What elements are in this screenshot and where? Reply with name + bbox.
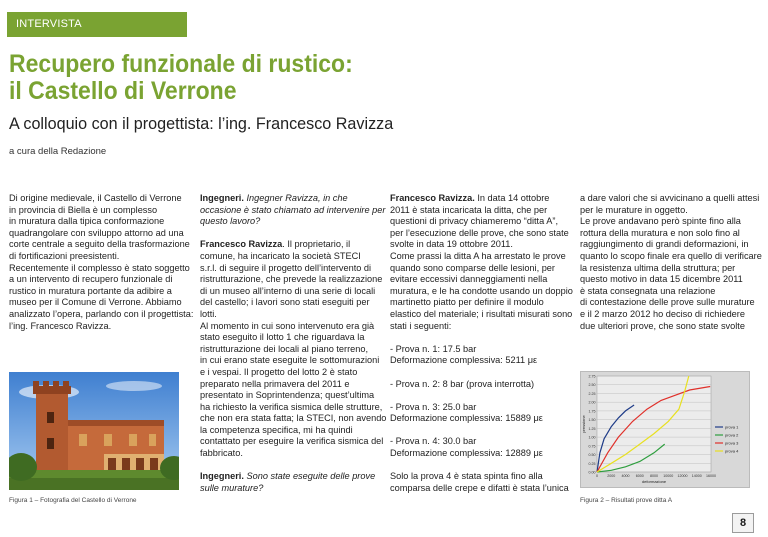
- answer-text: In data 14 ottobre: [477, 193, 550, 203]
- column-2: [200, 193, 386, 494]
- answer-line: e il 2 marzo 2012 ho deciso di richiedere: [580, 308, 745, 319]
- y-tick-label: 2.50: [588, 383, 596, 388]
- answer-line: 2011 è stata incaricata la ditta, che per: [390, 204, 548, 215]
- y-tick-label: 1.50: [588, 418, 596, 423]
- question-text: Sono state eseguite delle prove: [246, 471, 376, 482]
- y-tick-label: 2.75: [588, 374, 596, 379]
- answer-line: comparsa delle crepe e difatti è stata l’unica: [390, 482, 569, 493]
- question-2: [200, 471, 386, 483]
- answer-line: questioni di privacy chiameremo “ditta A”,: [390, 216, 558, 227]
- answer-line: presentato in Soprintendenza; quest’ultima: [200, 390, 375, 401]
- question-line: occasione è stato chiamato ad intervenire per: [200, 204, 386, 215]
- answer-line: muratura, e le ha condotte usando un doppio: [390, 285, 573, 296]
- question-line: questo lavoro?: [200, 216, 261, 227]
- answer-line: due ulteriori prove, che sono state svolte: [580, 320, 745, 331]
- test-result-line: Deformazione complessiva: 15889 με: [390, 413, 543, 424]
- answer-line: la resistenza ultima della struttura; per: [580, 262, 736, 273]
- answer-line: Solo la prova 4 è stata spinta fino alla: [390, 471, 543, 482]
- legend-label: prova 1: [725, 424, 739, 430]
- y-tick-label: 0.00: [588, 470, 596, 475]
- test-result-line: Deformazione complessiva: 5211 με: [390, 355, 538, 366]
- answer-line: e i vespai. Il progetto del lotto 2 è stato: [200, 366, 358, 377]
- intro-line: corte centrale a seguito della trasformazione: [9, 239, 190, 250]
- intro-line: l’ing. Francesco Ravizza.: [9, 320, 112, 331]
- answer-line: di un museo all’interno di una serie di locali: [200, 285, 376, 296]
- x-tick-label: 0: [596, 474, 598, 478]
- answer-line: stati i seguenti:: [390, 320, 452, 331]
- answer-line: Come prassi la ditta A ha arrestato le prove: [390, 250, 566, 261]
- y-tick-label: 0.25: [588, 461, 596, 466]
- intro-line: a un intervento di recupero funzionale di: [9, 274, 173, 285]
- legend-label: prova 2: [725, 432, 739, 438]
- intro-line: Recentemente il complesso è stato soggetto: [9, 262, 190, 273]
- answer-line: ha richiesto la verifica sismica delle strutture,: [200, 401, 383, 412]
- intro-line: quadrangolare con sviluppo attorno ad una: [9, 227, 184, 238]
- answer-line: fabbricato.: [200, 448, 243, 459]
- answer-2: [390, 193, 573, 205]
- x-tick-label: 8000: [650, 474, 658, 478]
- answer-line: lotti.: [200, 308, 217, 319]
- answer-line: raggiungimento di grandi deformazioni, in: [580, 239, 749, 250]
- answer-line: Al momento in cui sono intervenuto era già: [200, 320, 375, 331]
- answer-line: per l’esecuzione delle prove, che sono state: [390, 227, 569, 238]
- speaker-label: Ingegneri.: [200, 193, 244, 203]
- speaker-label: Francesco Ravizza: [200, 239, 283, 250]
- x-tick-label: 4000: [621, 474, 630, 478]
- column-1: [9, 193, 193, 332]
- column-3: [390, 193, 573, 494]
- answer-line: in cui erano state eseguite le sottomurazioni: [200, 355, 380, 366]
- x-tick-label: 10000: [663, 474, 674, 478]
- article-title: [9, 51, 561, 105]
- answer-line: del castello; i lavori sono stati eseguiti per: [200, 297, 370, 308]
- section-tag: INTERVISTA: [7, 12, 187, 37]
- y-tick-label: 2.00: [588, 400, 596, 405]
- intro-line: di fortificazioni preesistenti.: [9, 250, 120, 261]
- intro-line: in muratura dalla tipica conformazione: [9, 216, 165, 227]
- test-result-line: - Prova n. 3: 25.0 bar: [390, 401, 477, 412]
- answer-line: svolte in data 19 ottobre 2011.: [390, 239, 513, 250]
- castle-illustration: [9, 372, 179, 490]
- answer-1: [200, 239, 386, 251]
- answer-line: quanto lo scopo finale era quello di verificare: [580, 250, 762, 261]
- y-tick-label: 1.00: [588, 435, 596, 440]
- legend-label: prova 4: [725, 448, 739, 454]
- answer-line: comune, ha incaricato la società STECI: [200, 250, 361, 261]
- answer-line: Le prove andavano però spinte fino alla: [580, 216, 741, 227]
- answer-line: che non era stata fatta; la STECI, non avendo: [200, 413, 387, 424]
- chart-svg: [581, 372, 749, 487]
- x-tick-label: 2000: [607, 474, 616, 478]
- x-tick-label: 14000: [691, 474, 702, 478]
- answer-line: stato eseguito il lotto 1 che riguardava la: [200, 332, 365, 343]
- article-subtitle: A colloquio con il progettista: l’ing. Francesco Ravizza: [9, 114, 394, 133]
- answer-line: ristrutturazione dei locali al piano terreno,: [200, 343, 369, 354]
- y-tick-label: 2.25: [588, 391, 596, 396]
- answer-line: ristrutturazione, che prevede la realizzazione: [200, 274, 383, 285]
- answer-line: rottura della muratura e non solo fino al: [580, 227, 740, 238]
- test-result-line: - Prova n. 2: 8 bar (prova interrotta): [390, 378, 534, 389]
- y-tick-label: 0.50: [588, 453, 596, 458]
- question-line: sulle murature?: [200, 482, 264, 493]
- intro-line: Di origine medievale, il Castello di Verrone: [9, 193, 182, 203]
- answer-line: preparato nella primavera del 2011 e: [200, 378, 350, 389]
- figure-2-caption: Figura 2 – Risultati prove ditta A: [580, 497, 673, 504]
- intro-line: museo per il Comune di Verrone. Abbiamo: [9, 297, 182, 308]
- intro-line: analizzato l’opera, parlando con il progettista:: [9, 308, 194, 319]
- byline: a cura della Redazione: [9, 146, 107, 157]
- test-result-line: - Prova n. 4: 30.0 bar: [390, 436, 477, 447]
- answer-line: questo motivo in data 15 dicembre 2011: [580, 274, 743, 285]
- title-line-2: il Castello di Verrone: [9, 77, 237, 105]
- test-result-line: - Prova n. 1: 17.5 bar: [390, 343, 477, 354]
- answer-text: . Il proprietario, il: [282, 239, 351, 250]
- test-result-line: Deformazione complessiva: 12889 με: [390, 448, 543, 459]
- speaker-label: Francesco Ravizza.: [390, 193, 475, 203]
- answer-line: martinetto piatto per definire il modulo: [390, 297, 544, 308]
- y-tick-label: 1.25: [588, 426, 596, 431]
- answer-line: la competenza specifica, mi ha quindi: [200, 424, 353, 435]
- answer-line: elastico del materiale; i risultati misurati sono: [390, 308, 573, 319]
- y-tick-label: 0.75: [588, 444, 596, 449]
- test-results-chart: [580, 371, 750, 488]
- answer-line: evitare eccessivi danneggiamenti nella: [390, 274, 548, 285]
- question-1: [200, 193, 386, 205]
- y-tick-label: 1.75: [588, 409, 596, 414]
- castle-photo: [9, 372, 179, 490]
- speaker-label: Ingegneri.: [200, 471, 244, 482]
- answer-line: quando sono comparse delle lesioni, per: [390, 262, 555, 273]
- x-axis-label: deformazione: [641, 479, 667, 484]
- answer-line: è stata consegnata una relazione: [580, 285, 716, 296]
- x-tick-label: 6000: [635, 474, 644, 478]
- page-number: 8: [732, 513, 754, 533]
- y-axis-label: pressione: [581, 415, 586, 433]
- intro-line: rustico in muratura portante da adibire a: [9, 285, 172, 296]
- answer-line: per le murature in oggetto.: [580, 204, 688, 215]
- intro-line: in provincia di Biella è un complesso: [9, 204, 158, 215]
- answer-line: a dare valori che si avvicinano a quelli attesi: [580, 193, 760, 203]
- column-4: [580, 193, 762, 332]
- answer-line: contattato per eseguire la verifica sismica del: [200, 436, 384, 447]
- question-text: Ingegner Ravizza, in che: [246, 193, 348, 203]
- legend-label: prova 3: [725, 440, 739, 446]
- x-tick-label: 12000: [677, 474, 688, 478]
- answer-line: di contestazione delle prove sulle murature: [580, 297, 755, 308]
- figure-1-caption: Figura 1 – Fotografia del Castello di Verrone: [9, 497, 137, 504]
- answer-line: s.r.l. di seguire il progetto dell’intervento di: [200, 262, 372, 273]
- x-tick-label: 16000: [706, 474, 716, 478]
- title-line-1: Recupero funzionale di rustico:: [9, 50, 353, 78]
